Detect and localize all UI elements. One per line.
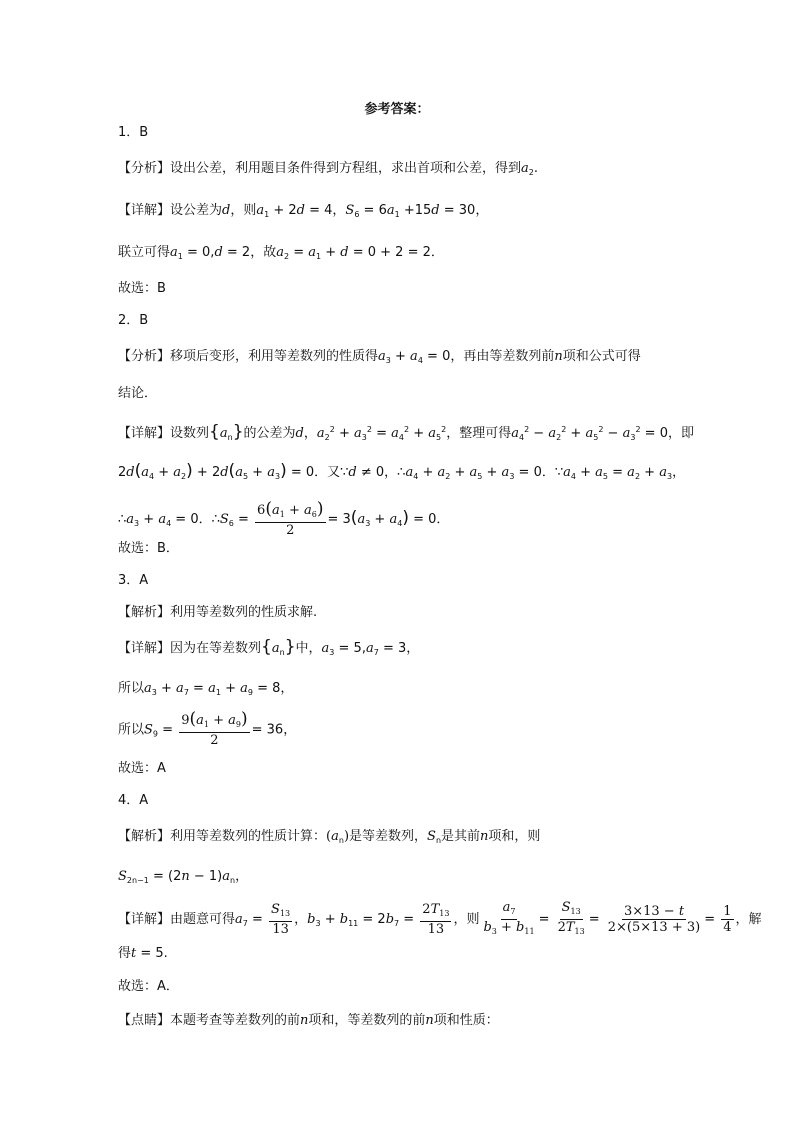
fraction: $\frac{9(a_1 + a_9)}{2}$ (181, 709, 248, 748)
q3-analysis (118, 604, 317, 622)
q2-detail: 【详解】设数列$\{a_n\}$的公差为d，$a_2^2 + a_3^2 = a_4^2 + a_5^2$，整理可得$a_4^2 - a_2^2 + a_5^2 - a_3^2 = 0$，即 (118, 422, 694, 442)
q4-detail-2: 得t = 5. (118, 946, 168, 961)
q2-choice-text: 故选：B． (118, 541, 179, 556)
q2-detail-2: $2d(a_4 + a_2) + 2d(a_5 + a_3) = 0$．又∵d ≠ 0，$\therefore a_4 + a_2 + a_5 + a_3 = 0$．$\because a_4 + a_5 = a_2 + a_3$， (118, 461, 686, 481)
q2-choice (118, 540, 179, 558)
q3-detail: 【详解】因为在等差数列$\{a_n\}$中，$a_3 = 5,a_7 = 3$， (118, 637, 420, 657)
q2-analysis-cont (118, 385, 157, 403)
q1-detail: 【详解】设公差为d，则$a_1 + 2d = 4$，$S_6 = 6a_1 +15d = 30$， (118, 203, 489, 219)
q4-choice-text: 故选：A． (118, 979, 179, 994)
q1-choice (118, 280, 166, 298)
answer-3-text: 3．A (118, 573, 149, 588)
answer-3-header (118, 572, 148, 590)
q4-detail: 【详解】由题意可得$a_7$ = $\frac{S_{13}}{13}$ ，$b_3 + b_{11} = 2b_7$ = $\frac{2T_{13}}{13}$ ，则 $\frac{a_7}{b_3 + b_{11}}$ = $\frac{S_{13}}{2T_{13}}$ = $\frac{3\times 13 - t}{2\times(5\times 13 + 3)}$ = $\frac{1}{4}$ ，解 (118, 900, 762, 937)
q1-detail-2: 联立可得$a_1 = 0,d = 2$，故$a_2 = a_1 + d = 0 + 2 = 2$． (118, 245, 444, 261)
answer-2-text: 2．B (118, 313, 149, 328)
q2-analysis: 【分析】移项后变形，利用等差数列的性质得$a_3 + a_4 = 0$，再由等差数列前n项和公式可得 (118, 349, 641, 365)
q3-choice (118, 760, 166, 778)
answer-1-text: 1．B (118, 125, 149, 140)
q4-comment: 【点睛】本题考查等差数列的前n项和，等差数列的前n项和性质： (118, 1013, 499, 1028)
answer-2-header (118, 312, 148, 330)
answer-4-header (118, 792, 148, 810)
fraction: $\frac{a_7}{b_3 + b_{11}}$ (483, 900, 535, 936)
answer-1-header (118, 124, 148, 142)
fraction: $\frac{3\times 13 - t}{2\times(5\times 13 + 3)}$ (607, 904, 701, 935)
q2-analysis-cont-text: 结论． (118, 386, 158, 401)
q3-detail-3: 所以$S_9$ = $\frac{9(a_1 + a_9)}{2}$ = 36， (118, 709, 297, 748)
fraction: $\frac{2T_{13}}{13}$ (422, 902, 450, 937)
page-title: 参考答案： (364, 102, 430, 117)
fraction: $\frac{6(a_1 + a_6)}{2}$ (257, 498, 324, 538)
q3-detail-2: 所以$a_3 + a_7 = a_1 + a_9 = 8$， (118, 681, 294, 697)
q1-choice-text: 故选：B (118, 281, 166, 296)
q4-analysis: 【解析】利用等差数列的性质计算：$(a_n)$是等差数列，$S_n$是其前n项和，则 (118, 829, 541, 845)
q2-detail-3: $\therefore a_3 + a_4 = 0$．$\therefore S_6$ = $\frac{6(a_1 + a_6)}{2}$ = $3(a_3 + a_4) = 0$． (118, 498, 450, 538)
fraction: $\frac{S_{13}}{13}$ (271, 902, 291, 937)
answer-4-text: 4．A (118, 793, 149, 808)
q3-choice-text: 故选：A (118, 761, 166, 776)
q3-analysis-text: 【解析】利用等差数列的性质求解. (118, 605, 318, 620)
q4-formula: $S_{2n-1} = (2n - 1)a_n$， (118, 869, 249, 885)
q4-choice (118, 978, 179, 996)
q1-analysis: 【分析】设出公差，利用题目条件得到方程组，求出首项和公差，得到$a_2$. (118, 161, 539, 177)
fraction: $\frac{S_{13}}{2T_{13}}$ (557, 900, 585, 936)
fraction: $\frac{1}{4}$ (723, 904, 732, 935)
